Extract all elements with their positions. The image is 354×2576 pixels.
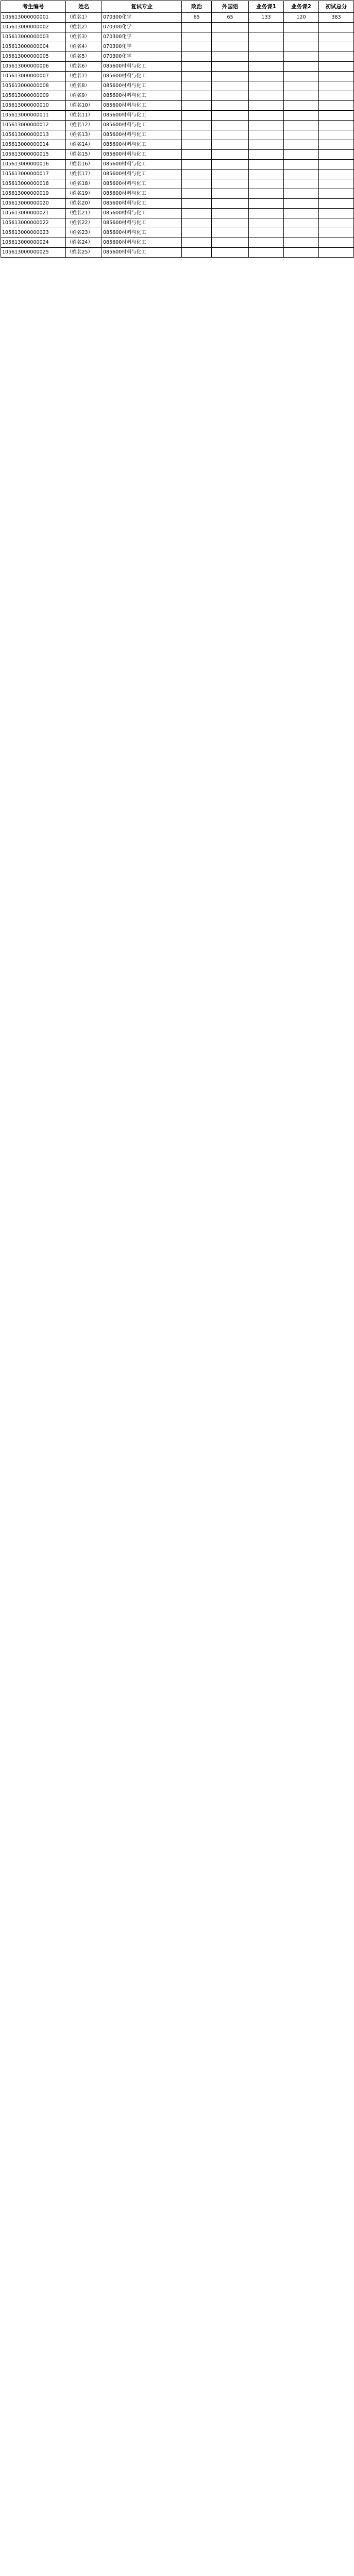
cell-subject-2 [284, 248, 319, 258]
cell-candidate-id: 105613000000005 [1, 52, 66, 62]
header-major: 复试专业 [102, 1, 182, 13]
cell-candidate-id: 105613000000012 [1, 121, 66, 130]
table-row [1, 62, 354, 72]
cell-subject-2 [284, 150, 319, 160]
cell-politics [182, 189, 212, 199]
cell-foreign-language [212, 140, 249, 150]
cell-subject-1 [249, 91, 284, 101]
cell-candidate-id: 105613000000021 [1, 209, 66, 218]
cell-subject-2 [284, 140, 319, 150]
cell-name: （姓名4） [66, 42, 102, 52]
cell-candidate-id: 105613000000003 [1, 32, 66, 42]
cell-foreign-language [212, 218, 249, 228]
cell-total-score [319, 170, 354, 179]
cell-candidate-id: 105613000000010 [1, 101, 66, 111]
cell-major: 085600材料与化工 [102, 72, 182, 81]
cell-major: 085600材料与化工 [102, 91, 182, 101]
cell-candidate-id: 105613000000019 [1, 189, 66, 199]
cell-foreign-language [212, 101, 249, 111]
cell-total-score [319, 81, 354, 91]
cell-candidate-id: 105613000000024 [1, 238, 66, 248]
cell-major: 085600材料与化工 [102, 111, 182, 121]
cell-foreign-language [212, 189, 249, 199]
cell-foreign-language [212, 130, 249, 140]
cell-major: 085600材料与化工 [102, 81, 182, 91]
cell-name: （姓名21） [66, 209, 102, 218]
cell-total-score [319, 52, 354, 62]
cell-subject-1 [249, 81, 284, 91]
cell-candidate-id: 105613000000017 [1, 170, 66, 179]
cell-foreign-language [212, 23, 249, 32]
cell-candidate-id: 105613000000006 [1, 62, 66, 72]
cell-subject-2 [284, 91, 319, 101]
cell-subject-2 [284, 130, 319, 140]
cell-name: （姓名9） [66, 91, 102, 101]
cell-foreign-language [212, 248, 249, 258]
cell-foreign-language [212, 111, 249, 121]
cell-major: 085600材料与化工 [102, 170, 182, 179]
cell-candidate-id: 105613000000004 [1, 42, 66, 52]
cell-foreign-language [212, 81, 249, 91]
cell-foreign-language [212, 121, 249, 130]
header-subject-1: 业务课1 [249, 1, 284, 13]
cell-politics [182, 140, 212, 150]
cell-subject-1 [249, 179, 284, 189]
cell-candidate-id: 105613000000013 [1, 130, 66, 140]
cell-major: 085600材料与化工 [102, 189, 182, 199]
cell-total-score [319, 91, 354, 101]
cell-total-score [319, 189, 354, 199]
cell-name: （姓名5） [66, 52, 102, 62]
cell-foreign-language [212, 32, 249, 42]
cell-foreign-language [212, 199, 249, 209]
cell-politics [182, 199, 212, 209]
cell-subject-1: 133 [249, 13, 284, 23]
cell-major: 070300化学 [102, 13, 182, 23]
cell-subject-2 [284, 121, 319, 130]
cell-subject-1 [249, 62, 284, 72]
cell-subject-2: 120 [284, 13, 319, 23]
header-candidate-id: 考生编号 [1, 1, 66, 13]
cell-subject-2 [284, 72, 319, 81]
cell-name: （姓名16） [66, 160, 102, 170]
cell-major: 085600材料与化工 [102, 218, 182, 228]
cell-major: 070300化学 [102, 23, 182, 32]
cell-foreign-language [212, 160, 249, 170]
cell-total-score [319, 72, 354, 81]
cell-total-score [319, 111, 354, 121]
cell-total-score [319, 218, 354, 228]
cell-foreign-language [212, 52, 249, 62]
cell-subject-1 [249, 218, 284, 228]
cell-foreign-language [212, 91, 249, 101]
header-total-score: 初试总分 [319, 1, 354, 13]
table-row [1, 13, 354, 23]
cell-subject-2 [284, 42, 319, 52]
cell-name: （姓名22） [66, 218, 102, 228]
table-body [1, 13, 354, 258]
cell-foreign-language [212, 150, 249, 160]
cell-major: 070300化学 [102, 42, 182, 52]
cell-politics [182, 42, 212, 52]
table-row [1, 218, 354, 228]
cell-candidate-id: 105613000000018 [1, 179, 66, 189]
cell-politics [182, 91, 212, 101]
cell-candidate-id: 105613000000002 [1, 23, 66, 32]
cell-subject-1 [249, 170, 284, 179]
cell-politics [182, 160, 212, 170]
cell-name: （姓名18） [66, 179, 102, 189]
table-row [1, 228, 354, 238]
header-subject-2: 业务课2 [284, 1, 319, 13]
cell-candidate-id: 105613000000008 [1, 81, 66, 91]
cell-foreign-language: 65 [212, 13, 249, 23]
cell-major: 070300化学 [102, 32, 182, 42]
table-row [1, 52, 354, 62]
table-row [1, 199, 354, 209]
cell-politics [182, 121, 212, 130]
cell-subject-2 [284, 209, 319, 218]
cell-name: （姓名24） [66, 238, 102, 248]
cell-name: （姓名23） [66, 228, 102, 238]
cell-subject-1 [249, 23, 284, 32]
cell-total-score [319, 32, 354, 42]
cell-subject-1 [249, 32, 284, 42]
cell-politics [182, 62, 212, 72]
cell-major: 085600材料与化工 [102, 62, 182, 72]
cell-subject-1 [249, 42, 284, 52]
cell-subject-2 [284, 199, 319, 209]
table-row [1, 111, 354, 121]
cell-subject-1 [249, 150, 284, 160]
cell-name: （姓名17） [66, 170, 102, 179]
cell-subject-1 [249, 140, 284, 150]
cell-foreign-language [212, 179, 249, 189]
cell-major: 070300化学 [102, 52, 182, 62]
cell-subject-1 [249, 130, 284, 140]
cell-total-score [319, 199, 354, 209]
cell-politics [182, 130, 212, 140]
cell-subject-2 [284, 62, 319, 72]
cell-name: （姓名6） [66, 62, 102, 72]
table-row [1, 101, 354, 111]
table-row [1, 42, 354, 52]
cell-subject-1 [249, 121, 284, 130]
cell-politics: 65 [182, 13, 212, 23]
cell-total-score [319, 62, 354, 72]
cell-subject-1 [249, 238, 284, 248]
cell-politics [182, 238, 212, 248]
table-row [1, 170, 354, 179]
cell-foreign-language [212, 42, 249, 52]
cell-subject-1 [249, 111, 284, 121]
cell-name: （姓名19） [66, 189, 102, 199]
cell-politics [182, 72, 212, 81]
cell-foreign-language [212, 170, 249, 179]
cell-total-score [319, 179, 354, 189]
cell-total-score [319, 23, 354, 32]
table-row [1, 248, 354, 258]
cell-total-score [319, 248, 354, 258]
cell-subject-2 [284, 32, 319, 42]
cell-subject-1 [249, 209, 284, 218]
cell-total-score [319, 42, 354, 52]
cell-politics [182, 23, 212, 32]
table-row [1, 238, 354, 248]
cell-politics [182, 81, 212, 91]
table-row [1, 209, 354, 218]
cell-candidate-id: 105613000000014 [1, 140, 66, 150]
cell-subject-1 [249, 72, 284, 81]
cell-politics [182, 209, 212, 218]
cell-candidate-id: 105613000000007 [1, 72, 66, 81]
cell-subject-1 [249, 101, 284, 111]
cell-major: 085600材料与化工 [102, 160, 182, 170]
cell-total-score [319, 140, 354, 150]
cell-candidate-id: 105613000000023 [1, 228, 66, 238]
cell-name: （姓名7） [66, 72, 102, 81]
cell-foreign-language [212, 209, 249, 218]
cell-politics [182, 170, 212, 179]
table-row [1, 91, 354, 101]
cell-candidate-id: 105613000000022 [1, 218, 66, 228]
cell-name: （姓名11） [66, 111, 102, 121]
cell-subject-2 [284, 189, 319, 199]
table-row [1, 140, 354, 150]
cell-candidate-id: 105613000000001 [1, 13, 66, 23]
cell-name: （姓名8） [66, 81, 102, 91]
cell-total-score [319, 130, 354, 140]
cell-subject-2 [284, 228, 319, 238]
cell-subject-1 [249, 248, 284, 258]
cell-politics [182, 32, 212, 42]
cell-candidate-id: 105613000000025 [1, 248, 66, 258]
table-row [1, 81, 354, 91]
cell-subject-1 [249, 228, 284, 238]
cell-candidate-id: 105613000000011 [1, 111, 66, 121]
cell-name: （姓名25） [66, 248, 102, 258]
cell-politics [182, 218, 212, 228]
cell-subject-1 [249, 52, 284, 62]
cell-politics [182, 111, 212, 121]
cell-major: 085600材料与化工 [102, 140, 182, 150]
cell-subject-2 [284, 23, 319, 32]
cell-major: 085600材料与化工 [102, 121, 182, 130]
cell-politics [182, 179, 212, 189]
cell-total-score [319, 121, 354, 130]
cell-name: （姓名3） [66, 32, 102, 42]
cell-major: 085600材料与化工 [102, 150, 182, 160]
cell-politics [182, 228, 212, 238]
cell-subject-2 [284, 101, 319, 111]
cell-candidate-id: 105613000000016 [1, 160, 66, 170]
cell-candidate-id: 105613000000009 [1, 91, 66, 101]
cell-subject-2 [284, 170, 319, 179]
cell-total-score [319, 101, 354, 111]
cell-name: （姓名12） [66, 121, 102, 130]
cell-subject-2 [284, 218, 319, 228]
header-politics: 政治 [182, 1, 212, 13]
table-row [1, 121, 354, 130]
cell-major: 085600材料与化工 [102, 179, 182, 189]
table-row [1, 179, 354, 189]
cell-name: （姓名20） [66, 199, 102, 209]
cell-candidate-id: 105613000000015 [1, 150, 66, 160]
table-row [1, 150, 354, 160]
cell-major: 085600材料与化工 [102, 238, 182, 248]
header-name: 姓名 [66, 1, 102, 13]
cell-foreign-language [212, 228, 249, 238]
table-row [1, 32, 354, 42]
score-table-container [1, 1, 353, 258]
cell-major: 085600材料与化工 [102, 209, 182, 218]
cell-total-score [319, 238, 354, 248]
cell-politics [182, 52, 212, 62]
cell-subject-2 [284, 160, 319, 170]
cell-politics [182, 101, 212, 111]
table-row [1, 160, 354, 170]
table-row [1, 23, 354, 32]
table-header-row [1, 1, 354, 13]
header-foreign-language: 外国语 [212, 1, 249, 13]
cell-major: 085600材料与化工 [102, 248, 182, 258]
score-table [1, 1, 354, 258]
cell-total-score: 383 [319, 13, 354, 23]
table-row [1, 130, 354, 140]
cell-major: 085600材料与化工 [102, 130, 182, 140]
table-row [1, 189, 354, 199]
cell-total-score [319, 160, 354, 170]
cell-subject-1 [249, 199, 284, 209]
cell-candidate-id: 105613000000020 [1, 199, 66, 209]
cell-total-score [319, 228, 354, 238]
cell-subject-2 [284, 179, 319, 189]
cell-total-score [319, 150, 354, 160]
cell-major: 085600材料与化工 [102, 199, 182, 209]
cell-foreign-language [212, 238, 249, 248]
cell-name: （姓名13） [66, 130, 102, 140]
cell-subject-2 [284, 111, 319, 121]
cell-name: （姓名14） [66, 140, 102, 150]
cell-foreign-language [212, 72, 249, 81]
cell-subject-2 [284, 52, 319, 62]
cell-name: （姓名2） [66, 23, 102, 32]
cell-total-score [319, 209, 354, 218]
table-row [1, 72, 354, 81]
cell-name: （姓名10） [66, 101, 102, 111]
cell-major: 085600材料与化工 [102, 228, 182, 238]
cell-subject-1 [249, 160, 284, 170]
cell-subject-2 [284, 81, 319, 91]
cell-name: （姓名15） [66, 150, 102, 160]
cell-name: （姓名1） [66, 13, 102, 23]
cell-politics [182, 248, 212, 258]
cell-subject-2 [284, 238, 319, 248]
cell-subject-1 [249, 189, 284, 199]
cell-politics [182, 150, 212, 160]
cell-major: 085600材料与化工 [102, 101, 182, 111]
cell-foreign-language [212, 62, 249, 72]
